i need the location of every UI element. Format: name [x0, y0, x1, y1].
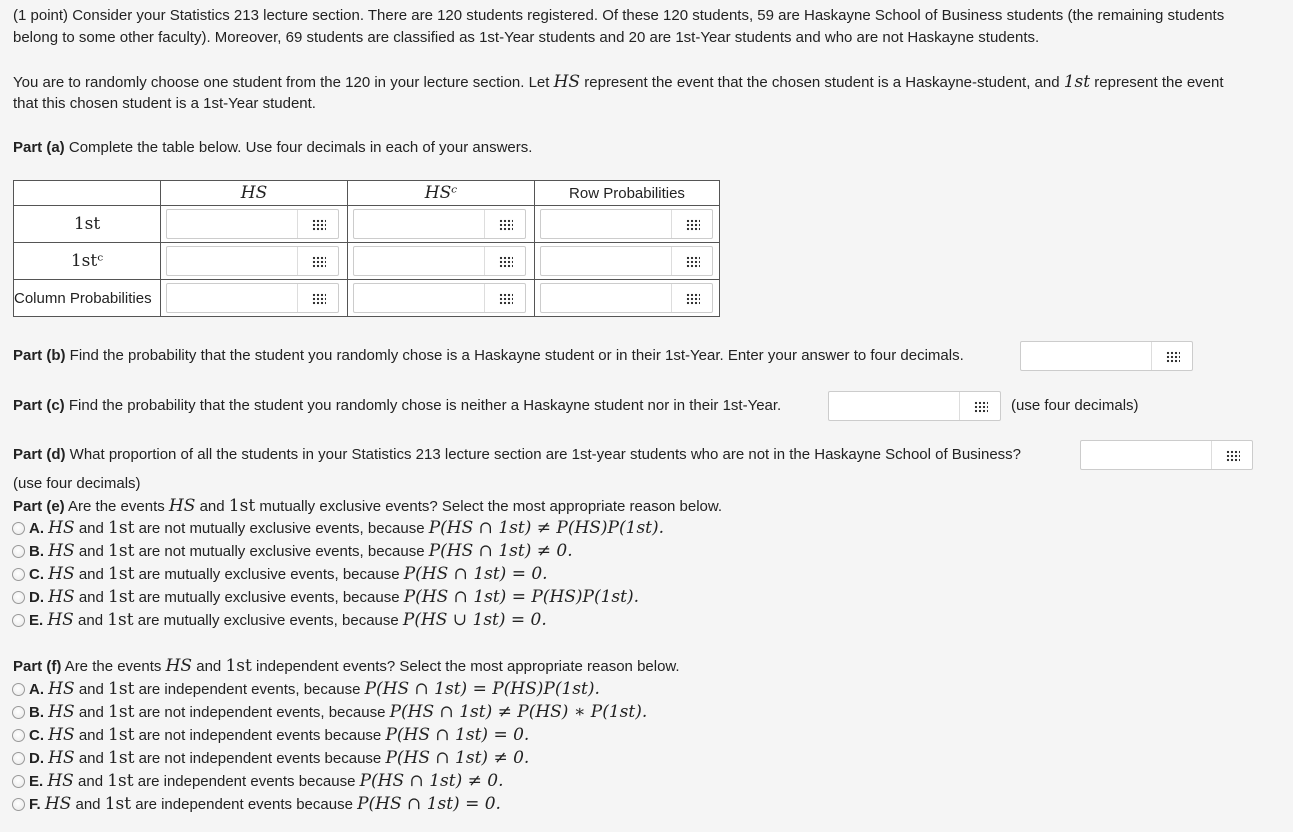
- part-d-suffix: (use four decimals): [13, 475, 141, 492]
- part-e-option-e[interactable]: E. HS and 1st are mutually exclusive events, because P(HS ∪ 1st) = 0.: [12, 609, 547, 632]
- grid-icon[interactable]: [686, 219, 700, 231]
- grid-icon[interactable]: [499, 293, 513, 305]
- grid-icon[interactable]: [499, 219, 513, 231]
- radio-button[interactable]: [12, 614, 25, 627]
- intro-line-3: You are to randomly choose one student from the 120 in your lecture section. Let HS represent the event that the chosen student is a Haskayne-student, and 1st represent the event: [13, 72, 1224, 92]
- radio-button[interactable]: [12, 729, 25, 742]
- intro-line-2: belong to some other faculty). Moreover, 69 students are classified as 1st-Year students and 20 are 1st-Year students and who are not Haskayne students.: [13, 29, 1040, 46]
- answer-col-hsc[interactable]: [353, 283, 526, 313]
- part-e-option-c[interactable]: C. HS and 1st are mutually exclusive events, because P(HS ∩ 1st) = 0.: [12, 563, 548, 586]
- radio-button[interactable]: [12, 798, 25, 811]
- part-e-option-a[interactable]: A. HS and 1st are not mutually exclusive events, because P(HS ∩ 1st) ≠ P(HS)P(1st).: [12, 517, 664, 540]
- row-label-1stc: 1stᶜ: [14, 243, 161, 280]
- part-d-prompt: Part (d) What proportion of all the students in your Statistics 213 lecture section are 1st-year students who are not in the Haskayne School of Business?: [13, 446, 1022, 463]
- part-f-option-b[interactable]: B. HS and 1st are not independent events, because P(HS ∩ 1st) ≠ P(HS) ∗ P(1st).: [12, 701, 647, 724]
- radio-button[interactable]: [12, 522, 25, 535]
- part-f-option-a[interactable]: A. HS and 1st are independent events, because P(HS ∩ 1st) = P(HS)P(1st).: [12, 678, 600, 701]
- answer-1st-row[interactable]: [540, 209, 713, 239]
- radio-button[interactable]: [12, 545, 25, 558]
- radio-button[interactable]: [12, 568, 25, 581]
- grid-icon[interactable]: [312, 293, 326, 305]
- part-a-prompt: Part (a) Complete the table below. Use four decimals in each of your answers.: [13, 139, 533, 156]
- answer-col-hs[interactable]: [166, 283, 339, 313]
- part-c-prompt: Part (c) Find the probability that the student you randomly chose is neither a Haskayne student nor in their 1st-Year.: [13, 397, 782, 414]
- radio-button[interactable]: [12, 706, 25, 719]
- part-f-option-c[interactable]: C. HS and 1st are not independent events because P(HS ∩ 1st) = 0.: [12, 724, 529, 747]
- row-label-col-prob: Column Probabilities: [14, 280, 161, 317]
- part-f-option-e[interactable]: E. HS and 1st are independent events because P(HS ∩ 1st) ≠ 0.: [12, 770, 503, 793]
- grid-icon[interactable]: [1166, 351, 1180, 363]
- answer-1stc-hs[interactable]: [166, 246, 339, 276]
- part-e-option-d[interactable]: D. HS and 1st are mutually exclusive events, because P(HS ∩ 1st) = P(HS)P(1st).: [12, 586, 639, 609]
- answer-part-d[interactable]: [1080, 440, 1253, 470]
- part-f-option-f[interactable]: F. HS and 1st are independent events because P(HS ∩ 1st) = 0.: [12, 793, 501, 816]
- answer-part-c[interactable]: [828, 391, 1001, 421]
- radio-button[interactable]: [12, 775, 25, 788]
- grid-icon[interactable]: [1226, 450, 1240, 462]
- part-e-option-b[interactable]: B. HS and 1st are not mutually exclusive events, because P(HS ∩ 1st) ≠ 0.: [12, 540, 573, 563]
- answer-1st-hs[interactable]: [166, 209, 339, 239]
- part-f-prompt: Part (f) Are the events HS and 1st independent events? Select the most appropriate reason below.: [13, 656, 680, 676]
- part-e-prompt: Part (e) Are the events HS and 1st mutually exclusive events? Select the most appropriate reason below.: [13, 496, 723, 516]
- answer-1stc-hsc[interactable]: [353, 246, 526, 276]
- answer-1stc-row[interactable]: [540, 246, 713, 276]
- grid-icon[interactable]: [974, 401, 988, 413]
- grid-icon[interactable]: [686, 256, 700, 268]
- grid-icon[interactable]: [499, 256, 513, 268]
- intro-line-4: that this chosen student is a 1st-Year student.: [13, 95, 316, 112]
- radio-button[interactable]: [12, 683, 25, 696]
- radio-button[interactable]: [12, 752, 25, 765]
- grid-icon[interactable]: [312, 256, 326, 268]
- part-c-suffix: (use four decimals): [1011, 397, 1139, 414]
- col-header-hsc: HSᶜ: [348, 181, 535, 206]
- grid-icon[interactable]: [686, 293, 700, 305]
- intro-line-1: (1 point) Consider your Statistics 213 lecture section. There are 120 students registered. Of these 120 students, 59 are Haskayne School of Business students (the remaining students: [13, 7, 1225, 24]
- answer-part-b[interactable]: [1020, 341, 1193, 371]
- probability-table: [13, 180, 720, 317]
- col-header-hs: HS: [161, 181, 348, 206]
- part-f-option-d[interactable]: D. HS and 1st are not independent events because P(HS ∩ 1st) ≠ 0.: [12, 747, 529, 770]
- row-label-1st: 1st: [14, 206, 161, 243]
- answer-1st-hsc[interactable]: [353, 209, 526, 239]
- col-header-row-prob: Row Probabilities: [535, 181, 720, 206]
- answer-col-row[interactable]: [540, 283, 713, 313]
- grid-icon[interactable]: [312, 219, 326, 231]
- radio-button[interactable]: [12, 591, 25, 604]
- part-b-prompt: Part (b) Find the probability that the student you randomly chose is a Haskayne student or in their 1st-Year. Enter your answer to four decimals.: [13, 347, 964, 364]
